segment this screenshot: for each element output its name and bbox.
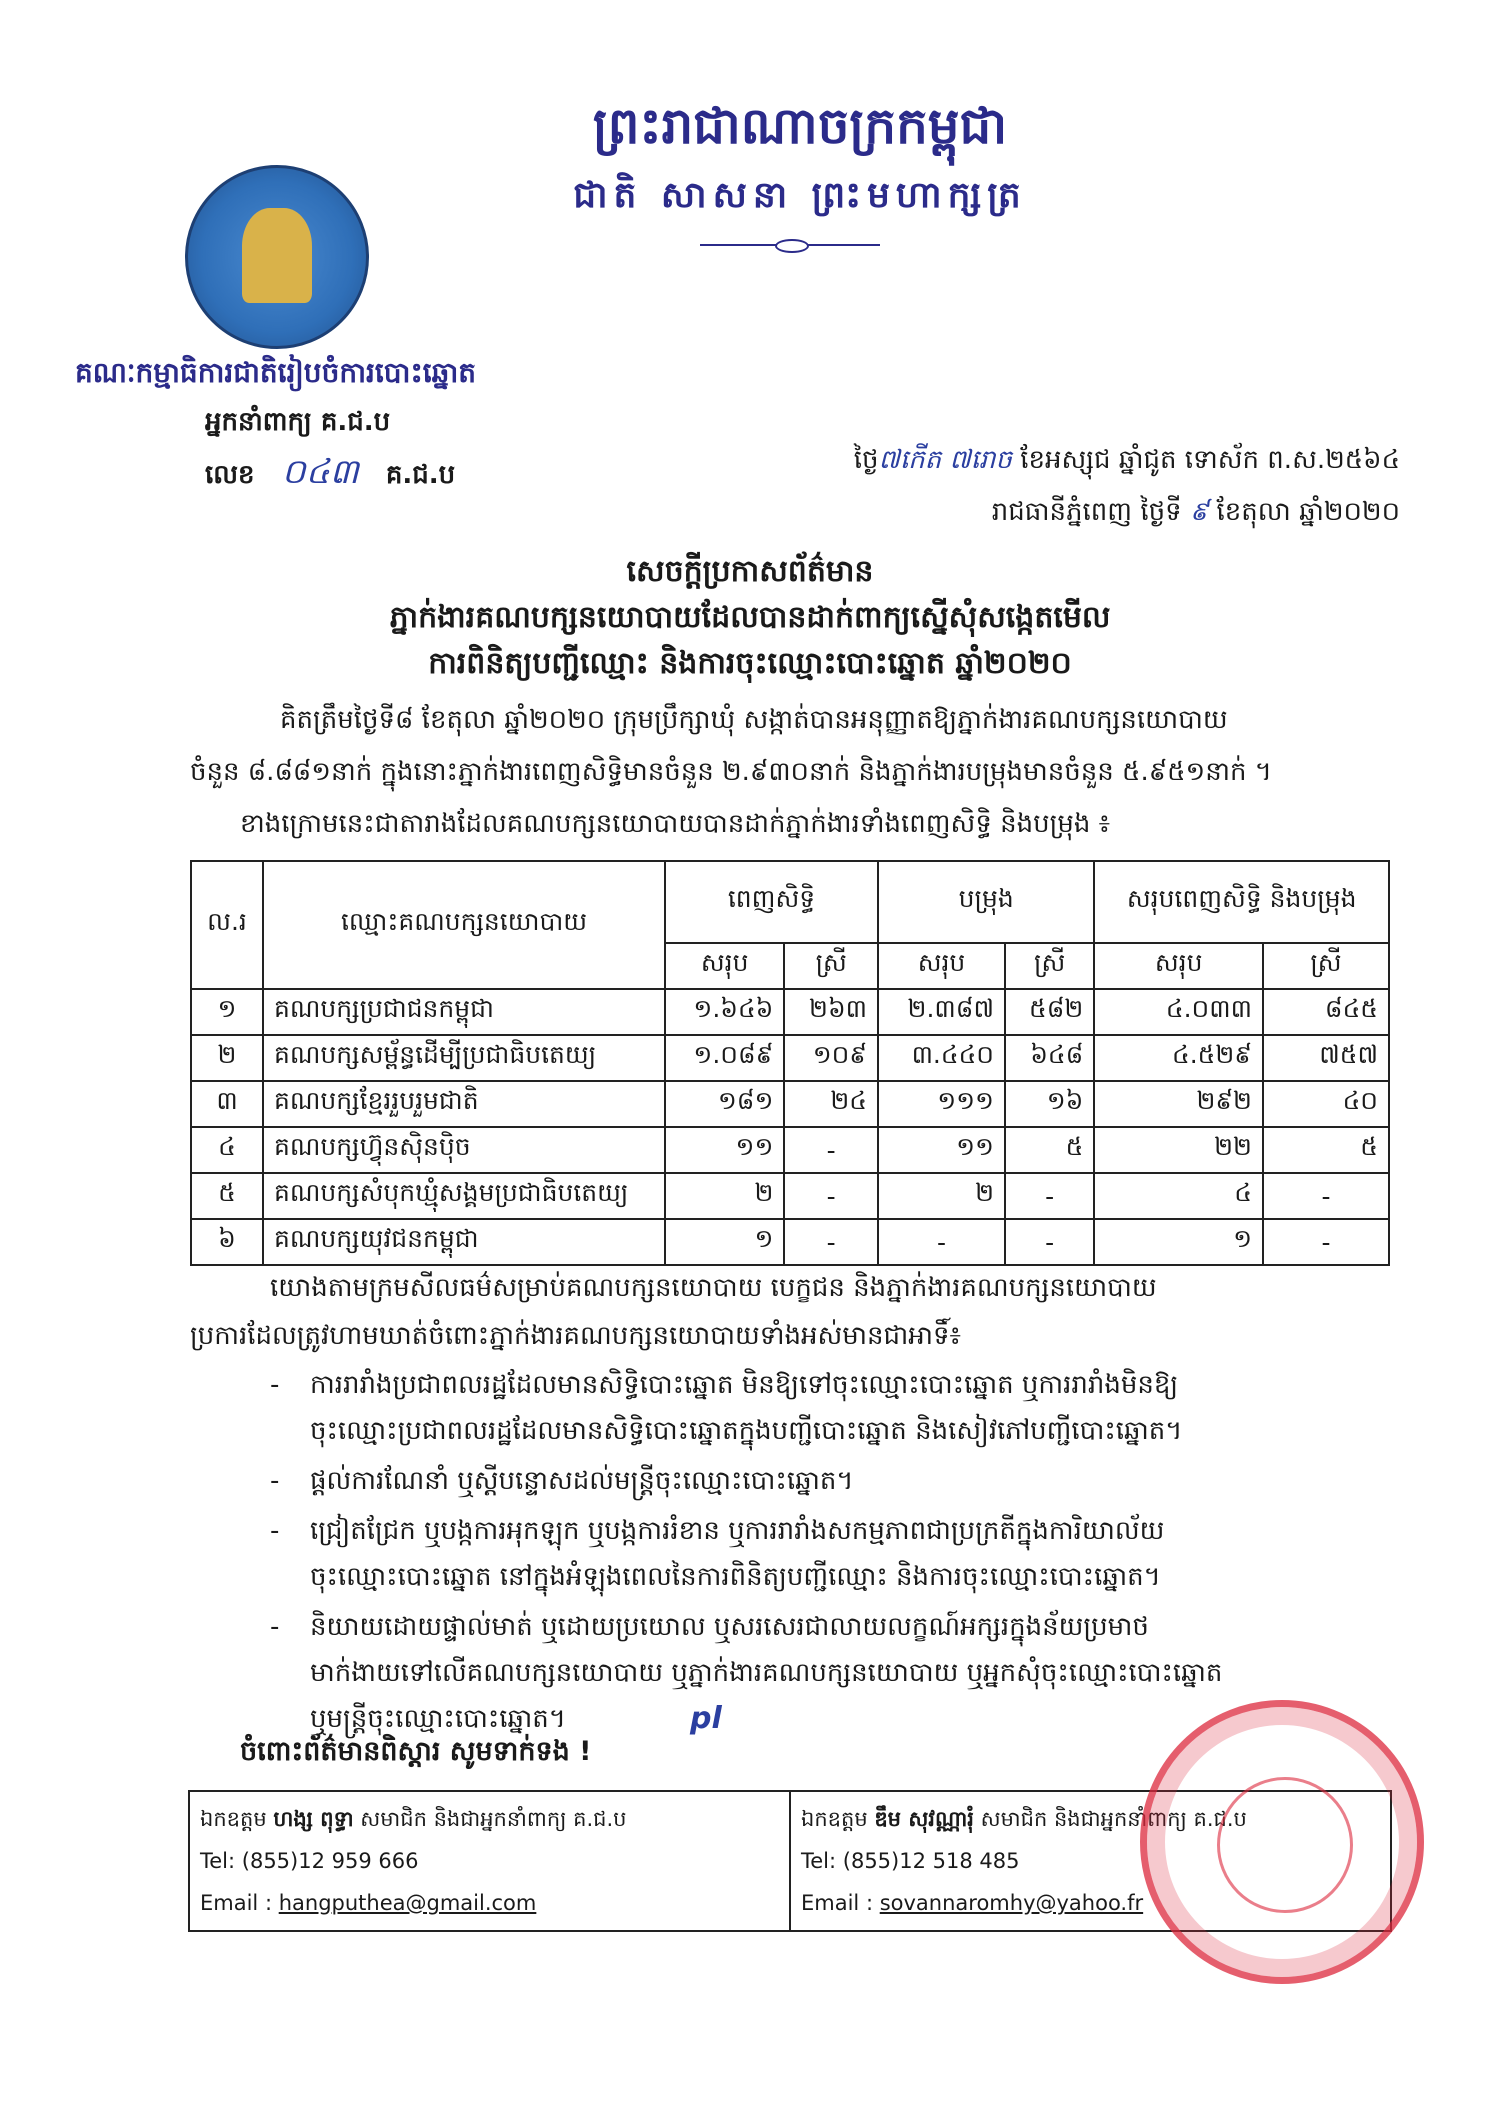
cell-all-total: ២២ [1094, 1127, 1263, 1173]
solar-rest: ខែតុលា ឆ្នាំ២០២០ [1216, 497, 1400, 527]
document-subtitle-2: ការពិនិត្យបញ្ជីឈ្មោះ និងការចុះឈ្មោះបោះឆ្នោត ឆ្នាំ២០២០ [428, 646, 1072, 681]
contact-email-link[interactable]: sovannaromhy@yahoo.fr [879, 1891, 1144, 1915]
contact-title: ឯកឧត្តម [200, 1807, 267, 1831]
cell-res-female: ១៦ [1005, 1081, 1094, 1127]
sub-female: ស្រី [1005, 943, 1094, 989]
national-motto: ជាតិ សាសនា ព្រះមហាក្សត្រ [573, 175, 1027, 216]
cell-party: គណបក្សសំបុកឃ្មុំសង្គមប្រជាធិបតេយ្យ [263, 1173, 665, 1219]
cell-full-female: ២៦៣ [784, 989, 878, 1035]
cell-res-female: ៦៤៨ [1005, 1035, 1094, 1081]
cell-full-female: - [784, 1173, 878, 1219]
cell-full-female: ២៤ [784, 1081, 878, 1127]
prohibition-line: ផ្តល់ការណែនាំ ឬស្តីបន្ទោសដល់មន្ត្រីចុះឈ្មោះបោះឆ្នោត។ [310, 1466, 854, 1496]
col-reserve: បម្រុង [878, 861, 1094, 943]
sub-female: ស្រី [1263, 943, 1389, 989]
cell-full-female: ១០៩ [784, 1035, 878, 1081]
cell-no: ៦ [191, 1219, 263, 1265]
cell-no: ៣ [191, 1081, 263, 1127]
intro-line-2: ចំនួន ៨.៨៨១នាក់ ក្នុងនោះភ្នាក់ងារពេញសិទ្ធិមានចំនួន ២.៩៣០នាក់ និងភ្នាក់ងារបម្រុងមានចំនួន ៥.៩៥១នាក់ ។ [190, 757, 1272, 787]
col-total: សរុបពេញសិទ្ធិ និងបម្រុង [1094, 861, 1389, 943]
contact-tel: Tel: (855)12 518 485 [801, 1849, 1020, 1873]
intro-line-3: ខាងក្រោមនេះជាតារាងដែលគណបក្សនយោបាយបានដាក់ភ្នាក់ងារទាំងពេញសិទ្ធិ និងបម្រុង ៖ [240, 809, 1111, 839]
prohibition-item [270, 1508, 1400, 1600]
cell-all-total: ៤ [1094, 1173, 1263, 1219]
cell-res-total: ៣.៤៤០ [878, 1035, 1005, 1081]
prohibition-line: ចុះឈ្មោះបោះឆ្នោត នៅក្នុងអំឡុងពេលនៃការពិនិត្យបញ្ជីឈ្មោះ និងការចុះឈ្មោះបោះឆ្នោត។ [310, 1562, 1161, 1592]
nec-logo [185, 165, 369, 349]
table-row [191, 1173, 1389, 1219]
prohibition-line: និយាយដោយផ្ទាល់មាត់ ឬដោយប្រយោល ឬសរសេរជាលាយលក្ខណ៍អក្សរក្នុងន័យប្រមាថ [310, 1612, 1149, 1642]
cell-res-female: - [1005, 1219, 1094, 1265]
document-title: សេចក្តីប្រកាសព័ត៌មាន [626, 554, 874, 589]
cell-no: ១ [191, 989, 263, 1035]
document-subtitle-1: ភ្នាក់ងារគណបក្សនយោបាយដែលបានដាក់ពាក្យស្នើសុំសង្កេតមើល [389, 600, 1111, 635]
solar-day: ៩ [1189, 497, 1209, 527]
kingdom-heading: ព្រះរាជាណាចក្រកម្ពុជា [592, 97, 1008, 155]
closing-text: ចំពោះព័ត៌មានពិស្តារ សូមទាក់ទង ! [240, 1736, 592, 1767]
sub-female: ស្រី [784, 943, 878, 989]
cell-res-total: ២ [878, 1173, 1005, 1219]
contact-tel: Tel: (855)12 959 666 [200, 1849, 419, 1873]
cell-all-total: ៤.០៣៣ [1094, 989, 1263, 1035]
cell-all-total: ៤.៥២៩ [1094, 1035, 1263, 1081]
email-label: Email : [200, 1891, 279, 1915]
cell-full-total: ១.៦៤៦ [665, 989, 784, 1035]
cell-full-total: ១១ [665, 1127, 784, 1173]
cell-all-female: - [1263, 1219, 1389, 1265]
prohibition-item [270, 1362, 1400, 1454]
cell-res-total: - [878, 1219, 1005, 1265]
contact-title: ឯកឧត្តម [801, 1807, 868, 1831]
contact-1 [190, 1792, 789, 1930]
cell-all-female: ៧៥៧ [1263, 1035, 1389, 1081]
cell-all-female: - [1263, 1173, 1389, 1219]
cell-full-total: ១ [665, 1219, 784, 1265]
bullet-dash: - [270, 1466, 280, 1496]
organization-name: គណៈកម្មាធិការជាតិរៀបចំការបោះឆ្នោត [75, 356, 477, 389]
contact-role: សមាជិក និងជាអ្នកនាំពាក្យ គ.ជ.ប [980, 1807, 1247, 1831]
bullet-dash: - [270, 1612, 280, 1642]
contact-box [188, 1790, 1392, 1932]
cell-party: គណបក្សយុវជនកម្ពុជា [263, 1219, 665, 1265]
handwritten-initials: pl [690, 1701, 722, 1736]
cell-all-total: ១ [1094, 1219, 1263, 1265]
cell-res-female: ៥៨២ [1005, 989, 1094, 1035]
table-row [191, 1081, 1389, 1127]
cell-all-total: ២៩២ [1094, 1081, 1263, 1127]
solar-date [992, 495, 1400, 533]
prohibition-line: ចុះឈ្មោះប្រជាពលរដ្ឋដែលមានសិទ្ធិបោះឆ្នោតក្នុងបញ្ជីបោះឆ្នោត និងសៀវភៅបញ្ជីបោះឆ្នោត។ [310, 1416, 1183, 1446]
intro-line-1: គិតត្រឹមថ្ងៃទី៨ ខែតុលា ឆ្នាំ២០២០ ក្រុមប្រឹក្សាឃុំ សង្កាត់បានអនុញ្ញាតឱ្យភ្នាក់ងារគណបក្សនយោបាយ [280, 705, 1228, 735]
cell-all-female: ៤០ [1263, 1081, 1389, 1127]
ref-label: លេខ [205, 460, 255, 490]
cell-party: គណបក្សប្រជាជនកម្ពុជា [263, 989, 665, 1035]
ornament-divider [700, 244, 880, 246]
cell-res-total: ២.៣៨៧ [878, 989, 1005, 1035]
lunar-date [854, 443, 1400, 481]
contact-2 [789, 1792, 1390, 1930]
ref-number: ០៤៣ [281, 452, 359, 492]
cell-full-female: - [784, 1219, 878, 1265]
table-row [191, 1035, 1389, 1081]
lunar-handwritten: ៧កើត ៧រោច [878, 445, 1012, 475]
contact-name: ហង្ស ពុទ្ធា [273, 1807, 354, 1831]
cell-party: គណបក្សហ៊្វុនស៊ិនប៉ិច [263, 1127, 665, 1173]
reference-number [205, 450, 455, 500]
col-full: ពេញសិទ្ធិ [665, 861, 878, 943]
cell-full-total: ១៨១ [665, 1081, 784, 1127]
sub-total: សរុប [665, 943, 784, 989]
prohibition-line: ការរារាំងប្រជាពលរដ្ឋដែលមានសិទ្ធិបោះឆ្នោត មិនឱ្យទៅចុះឈ្មោះបោះឆ្នោត ឬការរារាំងមិនឱ្យ [310, 1370, 1179, 1400]
cell-party: គណបក្សខ្មែររួបរួមជាតិ [263, 1081, 665, 1127]
spokesperson-label: អ្នកនាំពាក្យ គ.ជ.ប [205, 407, 391, 437]
prohibition-item [270, 1604, 1400, 1742]
cell-no: ៤ [191, 1127, 263, 1173]
lunar-rest: ខែអស្សុជ ឆ្នាំជូត ទោស័ក ព.ស.២៥៦៤ [1020, 445, 1400, 475]
cell-res-total: ១១១ [878, 1081, 1005, 1127]
cell-full-total: ២ [665, 1173, 784, 1219]
prohibition-line: មាក់ងាយទៅលើគណបក្សនយោបាយ ឬភ្នាក់ងារគណបក្សនយោបាយ ឬអ្នកសុំចុះឈ្មោះបោះឆ្នោត [310, 1658, 1223, 1688]
sub-total: សរុប [878, 943, 1005, 989]
cell-full-total: ១.០៨៩ [665, 1035, 784, 1081]
code-line-2: ប្រការដែលត្រូវហាមឃាត់ចំពោះភ្នាក់ងារគណបក្សនយោបាយទាំងអស់មានជាអាទិ៍៖ [190, 1321, 961, 1351]
prohibition-line: ឬមន្ត្រីចុះឈ្មោះបោះឆ្នោត។ [310, 1704, 566, 1734]
col-no: ល.រ [191, 861, 263, 989]
cell-all-female: ៨៤៥ [1263, 989, 1389, 1035]
cell-res-female: - [1005, 1173, 1094, 1219]
sub-total: សរុប [1094, 943, 1263, 989]
col-party: ឈ្មោះគណបក្សនយោបាយ [263, 861, 665, 989]
code-line-1: យោងតាមក្រមសីលធម៌សម្រាប់គណបក្សនយោបាយ បេក្ខជន និងភ្នាក់ងារគណបក្សនយោបាយ [270, 1273, 1157, 1303]
table-row [191, 1127, 1389, 1173]
ref-suffix: គ.ជ.ប [385, 460, 456, 490]
contact-name: ឌឹម សុវណ្ណារំុ [874, 1807, 974, 1831]
party-agents-table [190, 860, 1390, 1266]
cell-res-total: ១១ [878, 1127, 1005, 1173]
table-row [191, 989, 1389, 1035]
prohibition-item [270, 1458, 1400, 1504]
contact-email-link[interactable]: hangputhea@gmail.com [278, 1891, 537, 1915]
bullet-dash: - [270, 1516, 280, 1546]
bullet-dash: - [270, 1370, 280, 1400]
cell-res-female: ៥ [1005, 1127, 1094, 1173]
email-label: Email : [801, 1891, 880, 1915]
cell-all-female: ៥ [1263, 1127, 1389, 1173]
solar-prefix: រាជធានីភ្នំពេញ ថ្ងៃទី [991, 497, 1182, 527]
cell-no: ២ [191, 1035, 263, 1081]
cell-full-female: - [784, 1127, 878, 1173]
table-row [191, 1219, 1389, 1265]
cell-no: ៥ [191, 1173, 263, 1219]
contact-role: សមាជិក និងជាអ្នកនាំពាក្យ គ.ជ.ប [360, 1807, 627, 1831]
lunar-prefix: ថ្ងៃ [853, 445, 879, 475]
cell-party: គណបក្សសម្ព័ន្ធដើម្បីប្រជាធិបតេយ្យ [263, 1035, 665, 1081]
prohibition-line: ជ្រៀតជ្រែក ឬបង្កការអុកឡុក ឬបង្កការរំខាន ឬការរារាំងសកម្មភាពជាប្រក្រតីក្នុងការិយាល័យ [310, 1516, 1165, 1546]
